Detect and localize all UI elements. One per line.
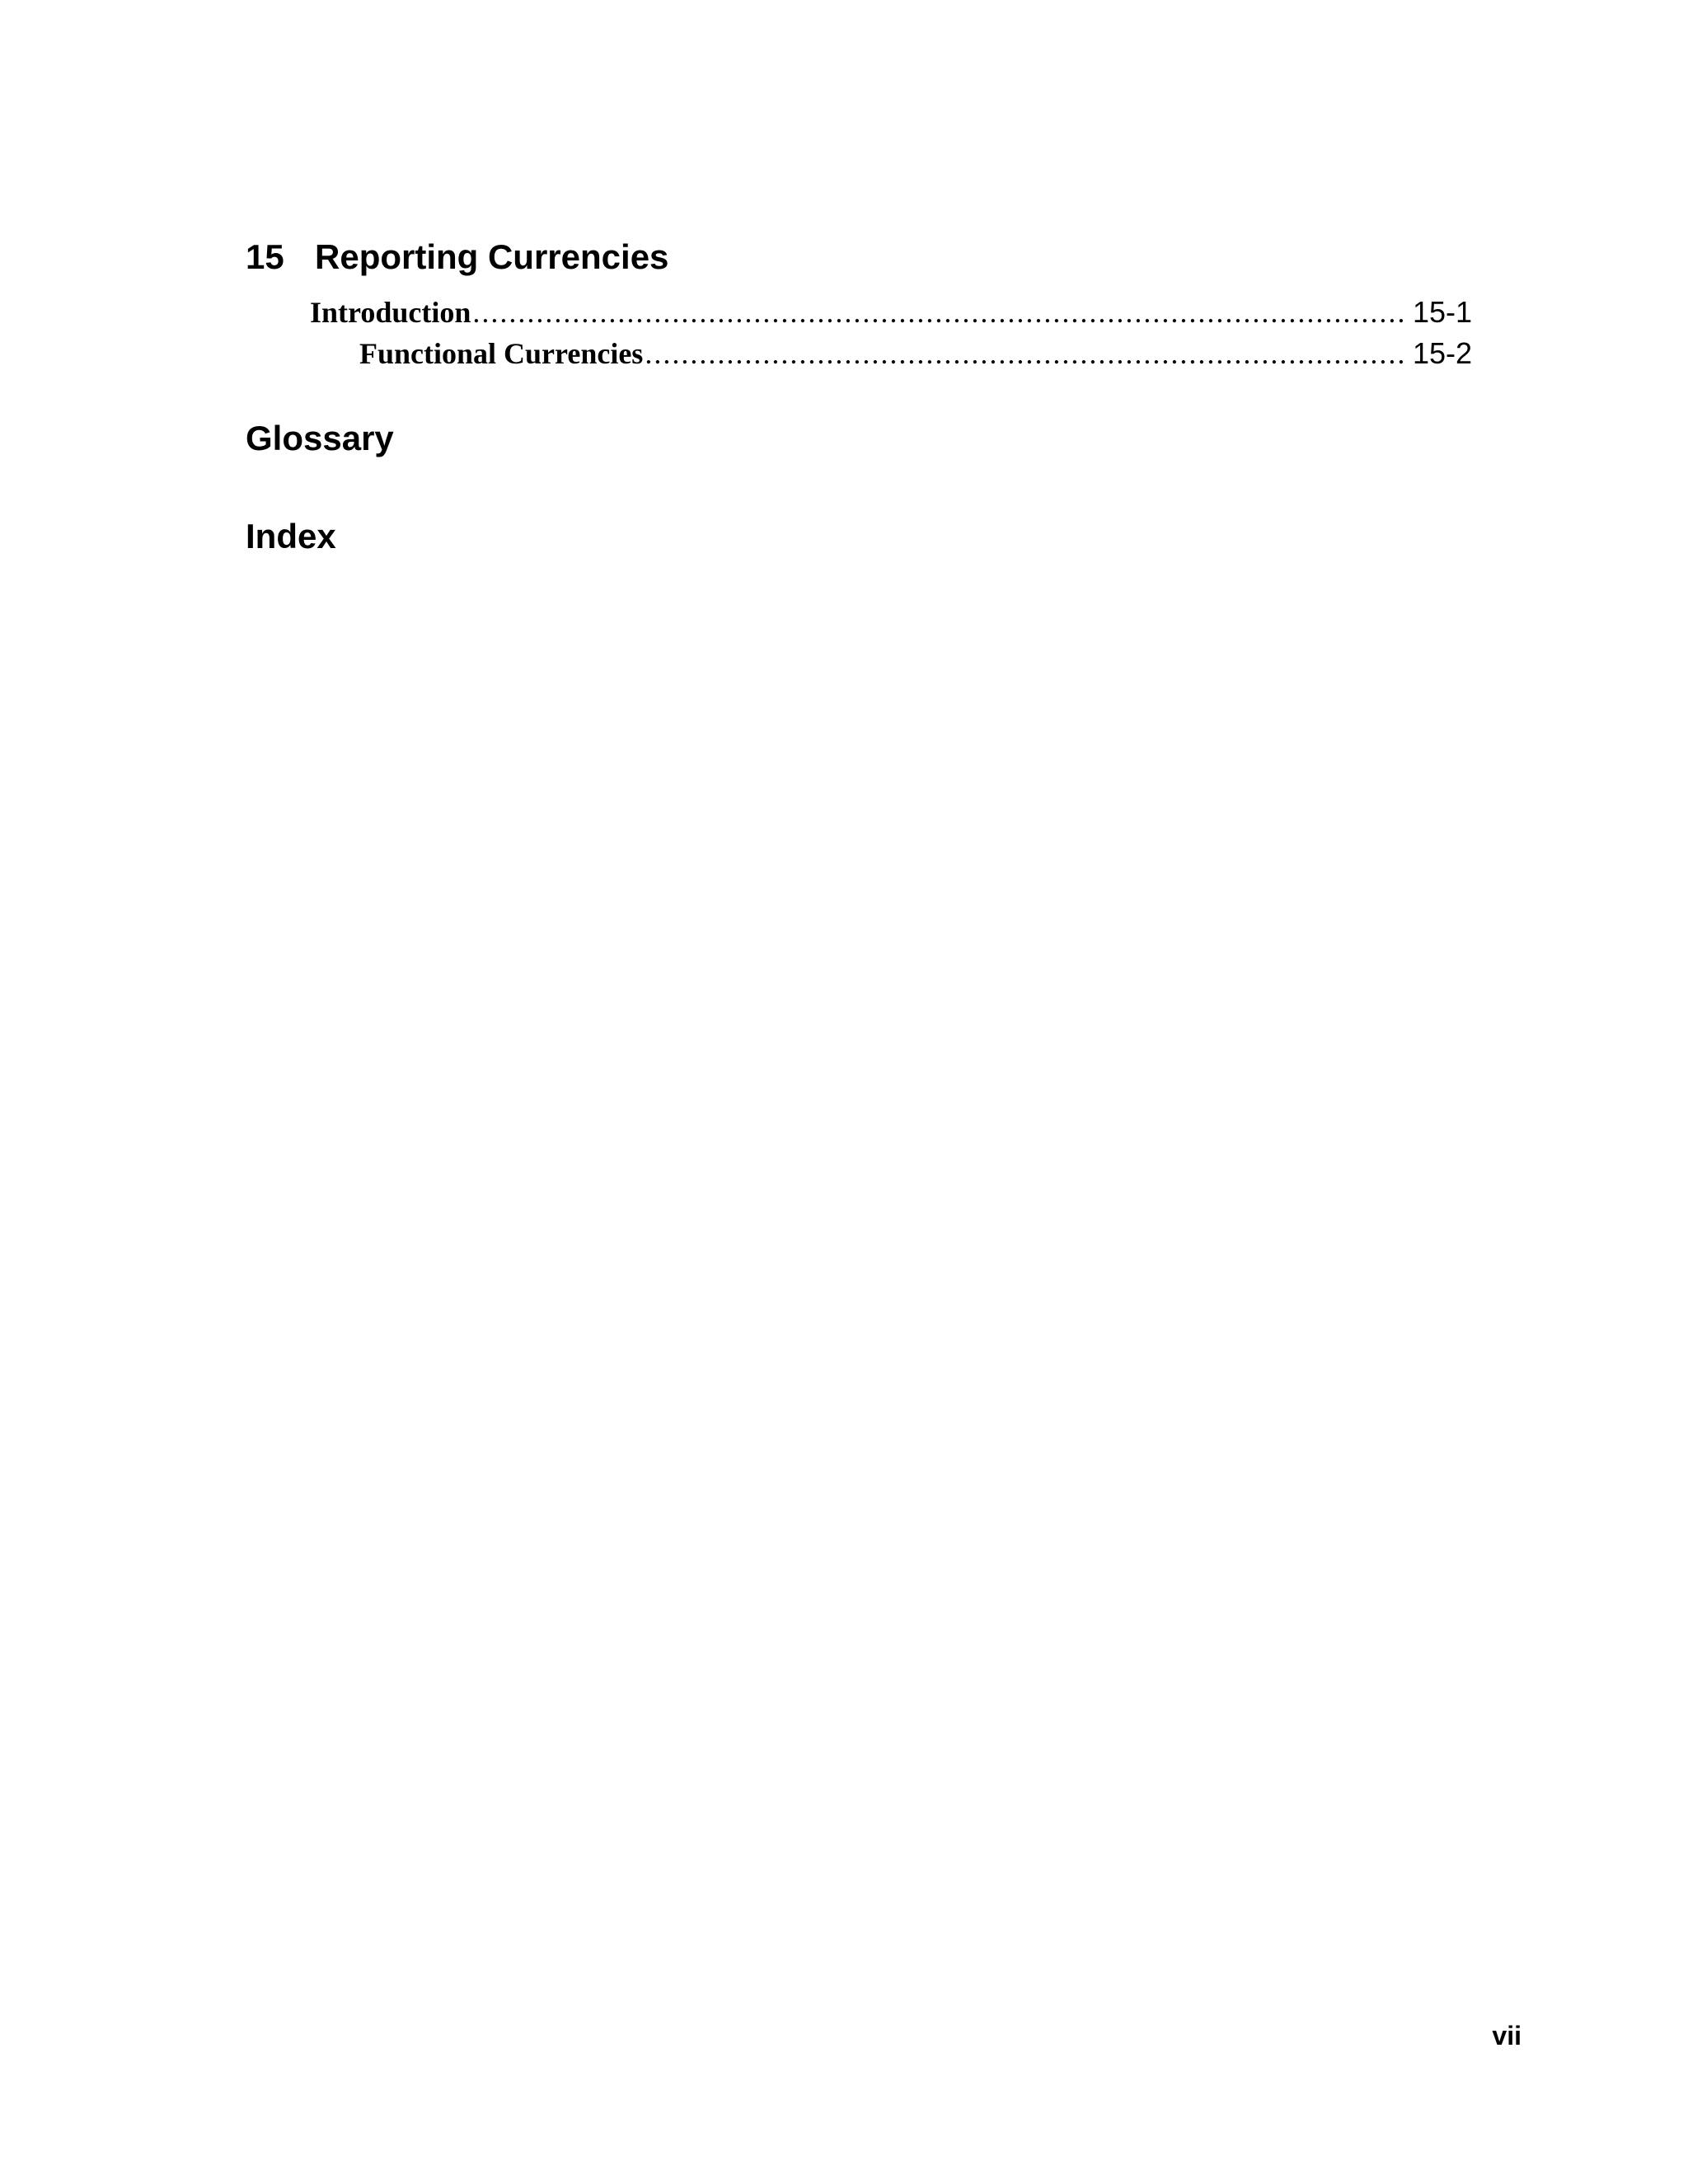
index-heading[interactable]: Index — [246, 517, 336, 555]
glossary-heading[interactable]: Glossary — [246, 419, 394, 457]
dot-leader — [645, 336, 1406, 371]
chapter-number: 15 — [246, 237, 284, 276]
toc-entry-page: 15-1 — [1412, 295, 1472, 329]
chapter-heading[interactable] — [246, 236, 668, 279]
toc-entry-title: Introduction — [310, 296, 471, 329]
chapter-title: Reporting Currencies — [315, 237, 669, 276]
toc-entry-title: Functional Currencies — [359, 337, 644, 370]
toc-entry-page: 15-2 — [1412, 336, 1472, 370]
toc-entry-introduction[interactable] — [310, 295, 1472, 330]
dot-leader — [472, 295, 1406, 330]
toc-entry-functional-currencies[interactable] — [359, 336, 1472, 371]
page-number: vii — [1492, 2021, 1522, 2050]
